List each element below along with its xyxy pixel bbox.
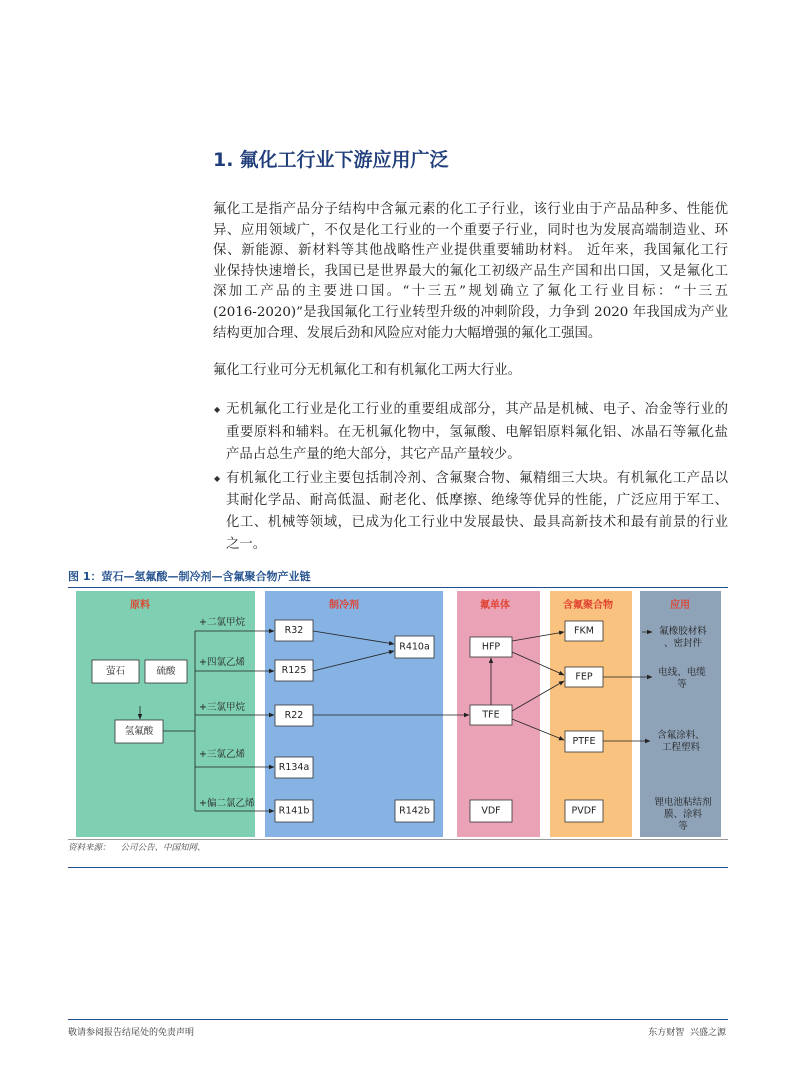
label-r410a: R410a (399, 641, 430, 653)
application-text: 等 (677, 679, 687, 690)
bullet-line: 产品占总生产量的绝大部分，其它产品产量较少。 (226, 447, 521, 462)
label-hfp: HFP (481, 641, 501, 653)
column-label-refrigerant: 制冷剂 (329, 600, 359, 611)
reagent-label: +四氯乙烯 (199, 657, 245, 668)
bullet-line: 化工、机械等领域，已成为化工行业中发展最快、最具高新技术和最有前景的行业 (226, 515, 728, 530)
bullet-line: 重要原料和辅料。在无机氟化物中，氢氟酸、电解铝原料氟化铝、冰晶石等氟化盐 (226, 424, 728, 440)
bullet-line: 有机氟化工行业主要包括制冷剂、含氟聚合物、氟精细三大块。有机氟化工产品以 (226, 471, 728, 486)
industry-chain-diagram (68, 588, 730, 840)
intro-line: 结构更加合理、发展后劲和风险应对能力大幅增强的氟化工强国。 (213, 325, 602, 341)
section-heading (213, 148, 448, 172)
application-text: 电线、电缆 (658, 667, 706, 678)
application-text: 锂电池粘结剂 (654, 797, 712, 808)
application-text: 、密封件 (663, 638, 703, 649)
column-label-polymer: 含氟聚合物 (563, 600, 613, 611)
label-fep: FEP (575, 671, 593, 683)
classification-paragraph: 氟化工行业可分无机氟化工和有机氟化工两大行业。 (213, 363, 521, 378)
column-label-raw: 原料 (130, 600, 150, 611)
application-text: 等 (678, 821, 688, 832)
figure-caption: 图 1：萤石—氢氟酸—制冷剂—含氟聚合物产业链 (68, 570, 311, 583)
label-vdf: VDF (481, 805, 501, 817)
figure-bottom-divider (68, 839, 728, 840)
diamond-bullet-icon: ◆ (214, 474, 221, 483)
column-label-application: 应用 (670, 600, 690, 611)
label-r134a: R134a (278, 762, 310, 773)
intro-line: (2016-2020)”是我国氟化工行业转型升级的冲刺阶段，力争到 2020 年我国成为产业 (213, 304, 728, 320)
application-text: 工程塑料 (661, 742, 701, 753)
source-label: 资料来源： (68, 843, 111, 853)
footer-slogan: 东方财智 兴盛之源 (648, 1028, 726, 1038)
diamond-bullet-icon: ◆ (214, 405, 221, 414)
source-text: 公司公告、中国知网、 (120, 843, 206, 853)
label-fluorite: 萤石 (105, 666, 126, 677)
figure-source (68, 842, 206, 854)
label-fkm: FKM (574, 625, 594, 637)
label-tfe: TFE (482, 709, 500, 721)
intro-line: 氟化工是指产品分子结构中含氟元素的化工子行业，该行业由于产品品种多、性能优 (213, 202, 728, 217)
intro-paragraph (213, 200, 728, 344)
label-r141b: R141b (278, 805, 310, 817)
intro-line: 深加工产品的主要进口国。“十三五”规划确立了氟化工行业目标：“十三五 (213, 284, 728, 300)
intro-line: 异、应用领域广，不仅是化工行业的一个重要子行业，同时也为发展高端制造业、环 (213, 222, 728, 238)
label-r22: R22 (284, 710, 304, 721)
application-text: 含氟涂料、 (657, 730, 705, 741)
label-r32: R32 (284, 625, 304, 636)
column-label-monomer: 氟单体 (480, 600, 510, 611)
label-ptfe: PTFE (572, 736, 596, 747)
bullet-line: 之一。 (226, 537, 267, 552)
footer-disclaimer: 敬请参阅报告结尾处的免责声明 (68, 1028, 195, 1038)
bullet-inorganic (213, 399, 728, 467)
application-text: 氟橡胶材料 (659, 626, 707, 637)
label-r142b: R142b (399, 805, 430, 817)
label-r125: R125 (281, 665, 307, 676)
bullet-line: 无机氟化工行业是化工行业的重要组成部分，其产品是机械、电子、冶金等行业的 (226, 402, 728, 417)
footer-divider (68, 1019, 728, 1020)
reagent-label: +三氯甲烷 (199, 702, 245, 713)
label-sulfuric-acid: 硫酸 (156, 666, 176, 677)
label-hf: 氢氟酸 (124, 726, 154, 737)
label-pvdf: PVDF (571, 805, 597, 817)
source-divider (68, 867, 728, 868)
application-text: 膜、涂料 (663, 809, 703, 820)
intro-line: 保、新能源、新材料等其他战略性产业提供重要辅助材料。 近年来，我国氟化工行 (213, 243, 728, 259)
bullet-line: 其耐化学品、耐高低温、耐老化、低摩擦、绝缘等优异的性能，广泛应用于军工、 (226, 493, 728, 508)
section-title: 氟化工行业下游应用广泛 (239, 149, 449, 171)
reagent-label: +二氯甲烷 (199, 617, 245, 628)
bullet-organic (213, 468, 728, 556)
intro-line: 业保持快速增长，我国已是世界最大的氟化工初级产品生产国和出口国，又是氟化工 (213, 263, 728, 279)
reagent-label: +三氯乙烯 (199, 749, 245, 760)
reagent-label: +偏二氯乙烯 (199, 798, 255, 809)
section-number: 1. (213, 149, 234, 171)
